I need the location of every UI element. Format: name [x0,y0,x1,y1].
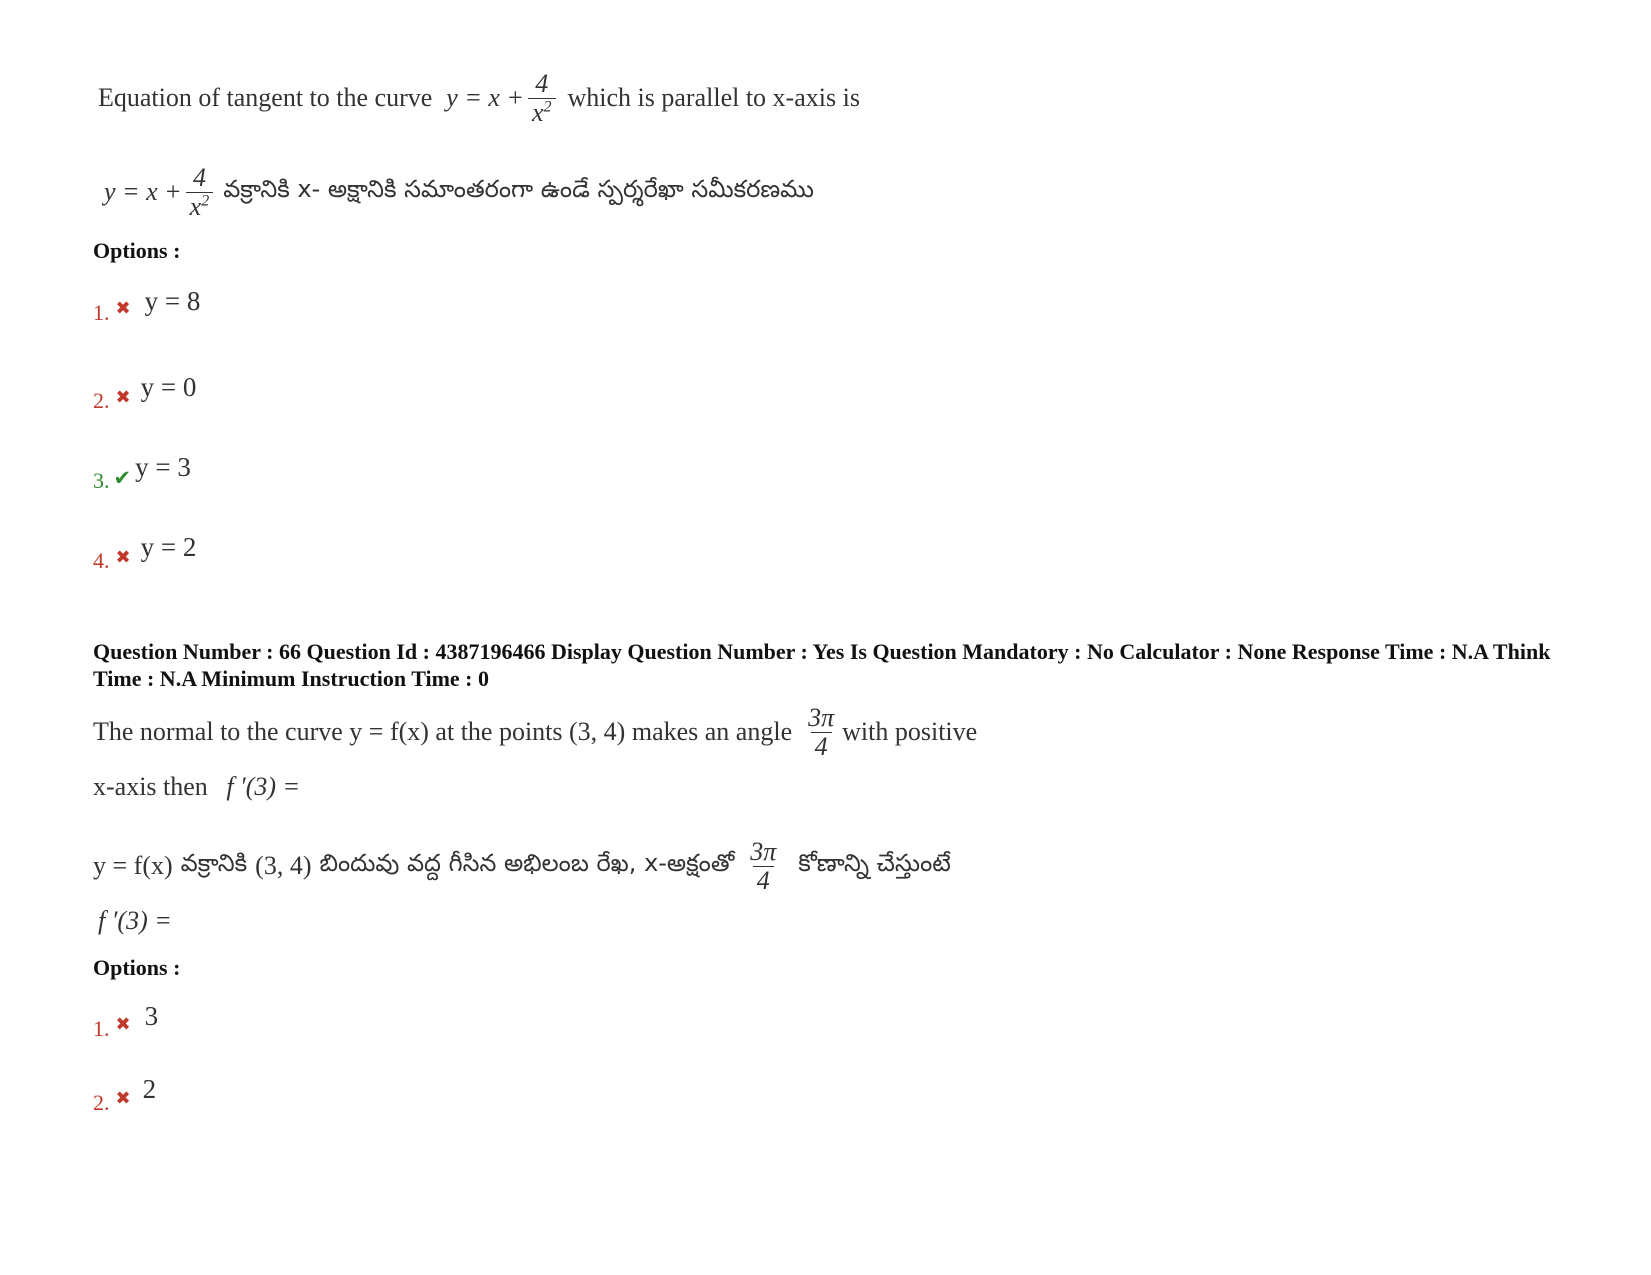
option-number: 4. [93,548,110,573]
question-text: Equation of tangent to the curve [98,83,433,112]
question-66-telugu-line-1 [93,830,951,902]
telugu-text: కోణాన్ని చేస్తుంటే [798,849,951,877]
f-prime-expression: f ′(3) = [226,772,301,801]
fraction-numerator: 4 [192,163,206,193]
fraction-denominator [528,98,556,126]
question-text: The normal to the curve y = f(x) at the points (3, 4) makes an angle [93,717,793,746]
option-value: 2 [142,1073,157,1104]
option-value: 3 [144,1000,159,1031]
denominator-exponent: 2 [201,191,210,209]
question-65-telugu [104,156,814,228]
question-66-meta: Question Number : 66 Question Id : 4387196466 Display Question Number : Yes Is Question Mandatory : No Calculator : None Response Time : N.A Think Time : N.A Minimum Instruction Time : 0 [93,639,1551,691]
cross-icon: ✖ [115,546,131,568]
option-1[interactable] [93,276,200,326]
option-value: y = 0 [140,371,197,402]
option-2[interactable] [93,1062,156,1116]
option-3[interactable] [93,440,191,494]
option-number: 1. [93,1016,110,1041]
option-2[interactable] [93,360,196,414]
denominator-base: x [531,97,544,127]
point-expression: (3, 4) [255,851,312,880]
option-value: y = 8 [144,285,201,316]
option-value: y = 2 [140,531,197,562]
cross-icon: ✖ [115,386,131,408]
denominator-exponent: 2 [543,97,552,115]
telugu-text: వక్రానికి [180,849,248,877]
telugu-text: వక్రానికి x- అక్షానికి సమాంతరంగా ఉండే స్పర్శరేఖా సమీకరణము [223,175,814,203]
option-number: 1. [93,300,110,325]
cross-icon: ✖ [115,1087,131,1109]
equation-lhs: y = x + [104,177,182,206]
question-65-english [98,62,860,134]
question-text-suffix: which is parallel to x-axis is [567,83,860,112]
fraction-denominator [186,192,214,220]
option-number: 2. [93,388,110,413]
fraction [186,164,214,220]
question-text-suffix: with positive [842,717,978,746]
question-text: x-axis then [93,772,208,801]
cross-icon: ✖ [115,297,131,319]
check-icon: ✔ [113,466,132,490]
option-value: y = 3 [135,451,191,482]
angle-fraction [746,838,780,894]
option-number: 3. [93,468,110,493]
fraction-numerator: 3π [808,703,835,733]
f-prime-expression: f ′(3) = [98,906,172,935]
fraction [528,70,556,126]
cross-icon: ✖ [115,1013,131,1035]
options-label: Options : [93,238,181,263]
telugu-text: బిందువు వద్ద గీసిన అభిలంబ రేఖ, x-అక్షంతో [319,849,735,877]
fraction-denominator: 4 [811,732,832,760]
angle-fraction [804,704,838,760]
fraction-numerator: 4 [535,69,549,99]
fraction-denominator: 4 [753,866,774,894]
option-number: 2. [93,1090,110,1115]
question-66-english-line-2 [93,772,300,802]
option-1[interactable] [93,990,158,1042]
fraction-numerator: 3π [750,837,777,867]
denominator-base: x [189,191,202,221]
function-expression: y = f(x) [93,851,173,880]
option-4[interactable] [93,520,196,574]
equation-lhs: y = x + [446,83,524,112]
question-66-english-line-1 [93,696,977,768]
options-label: Options : [93,955,181,980]
